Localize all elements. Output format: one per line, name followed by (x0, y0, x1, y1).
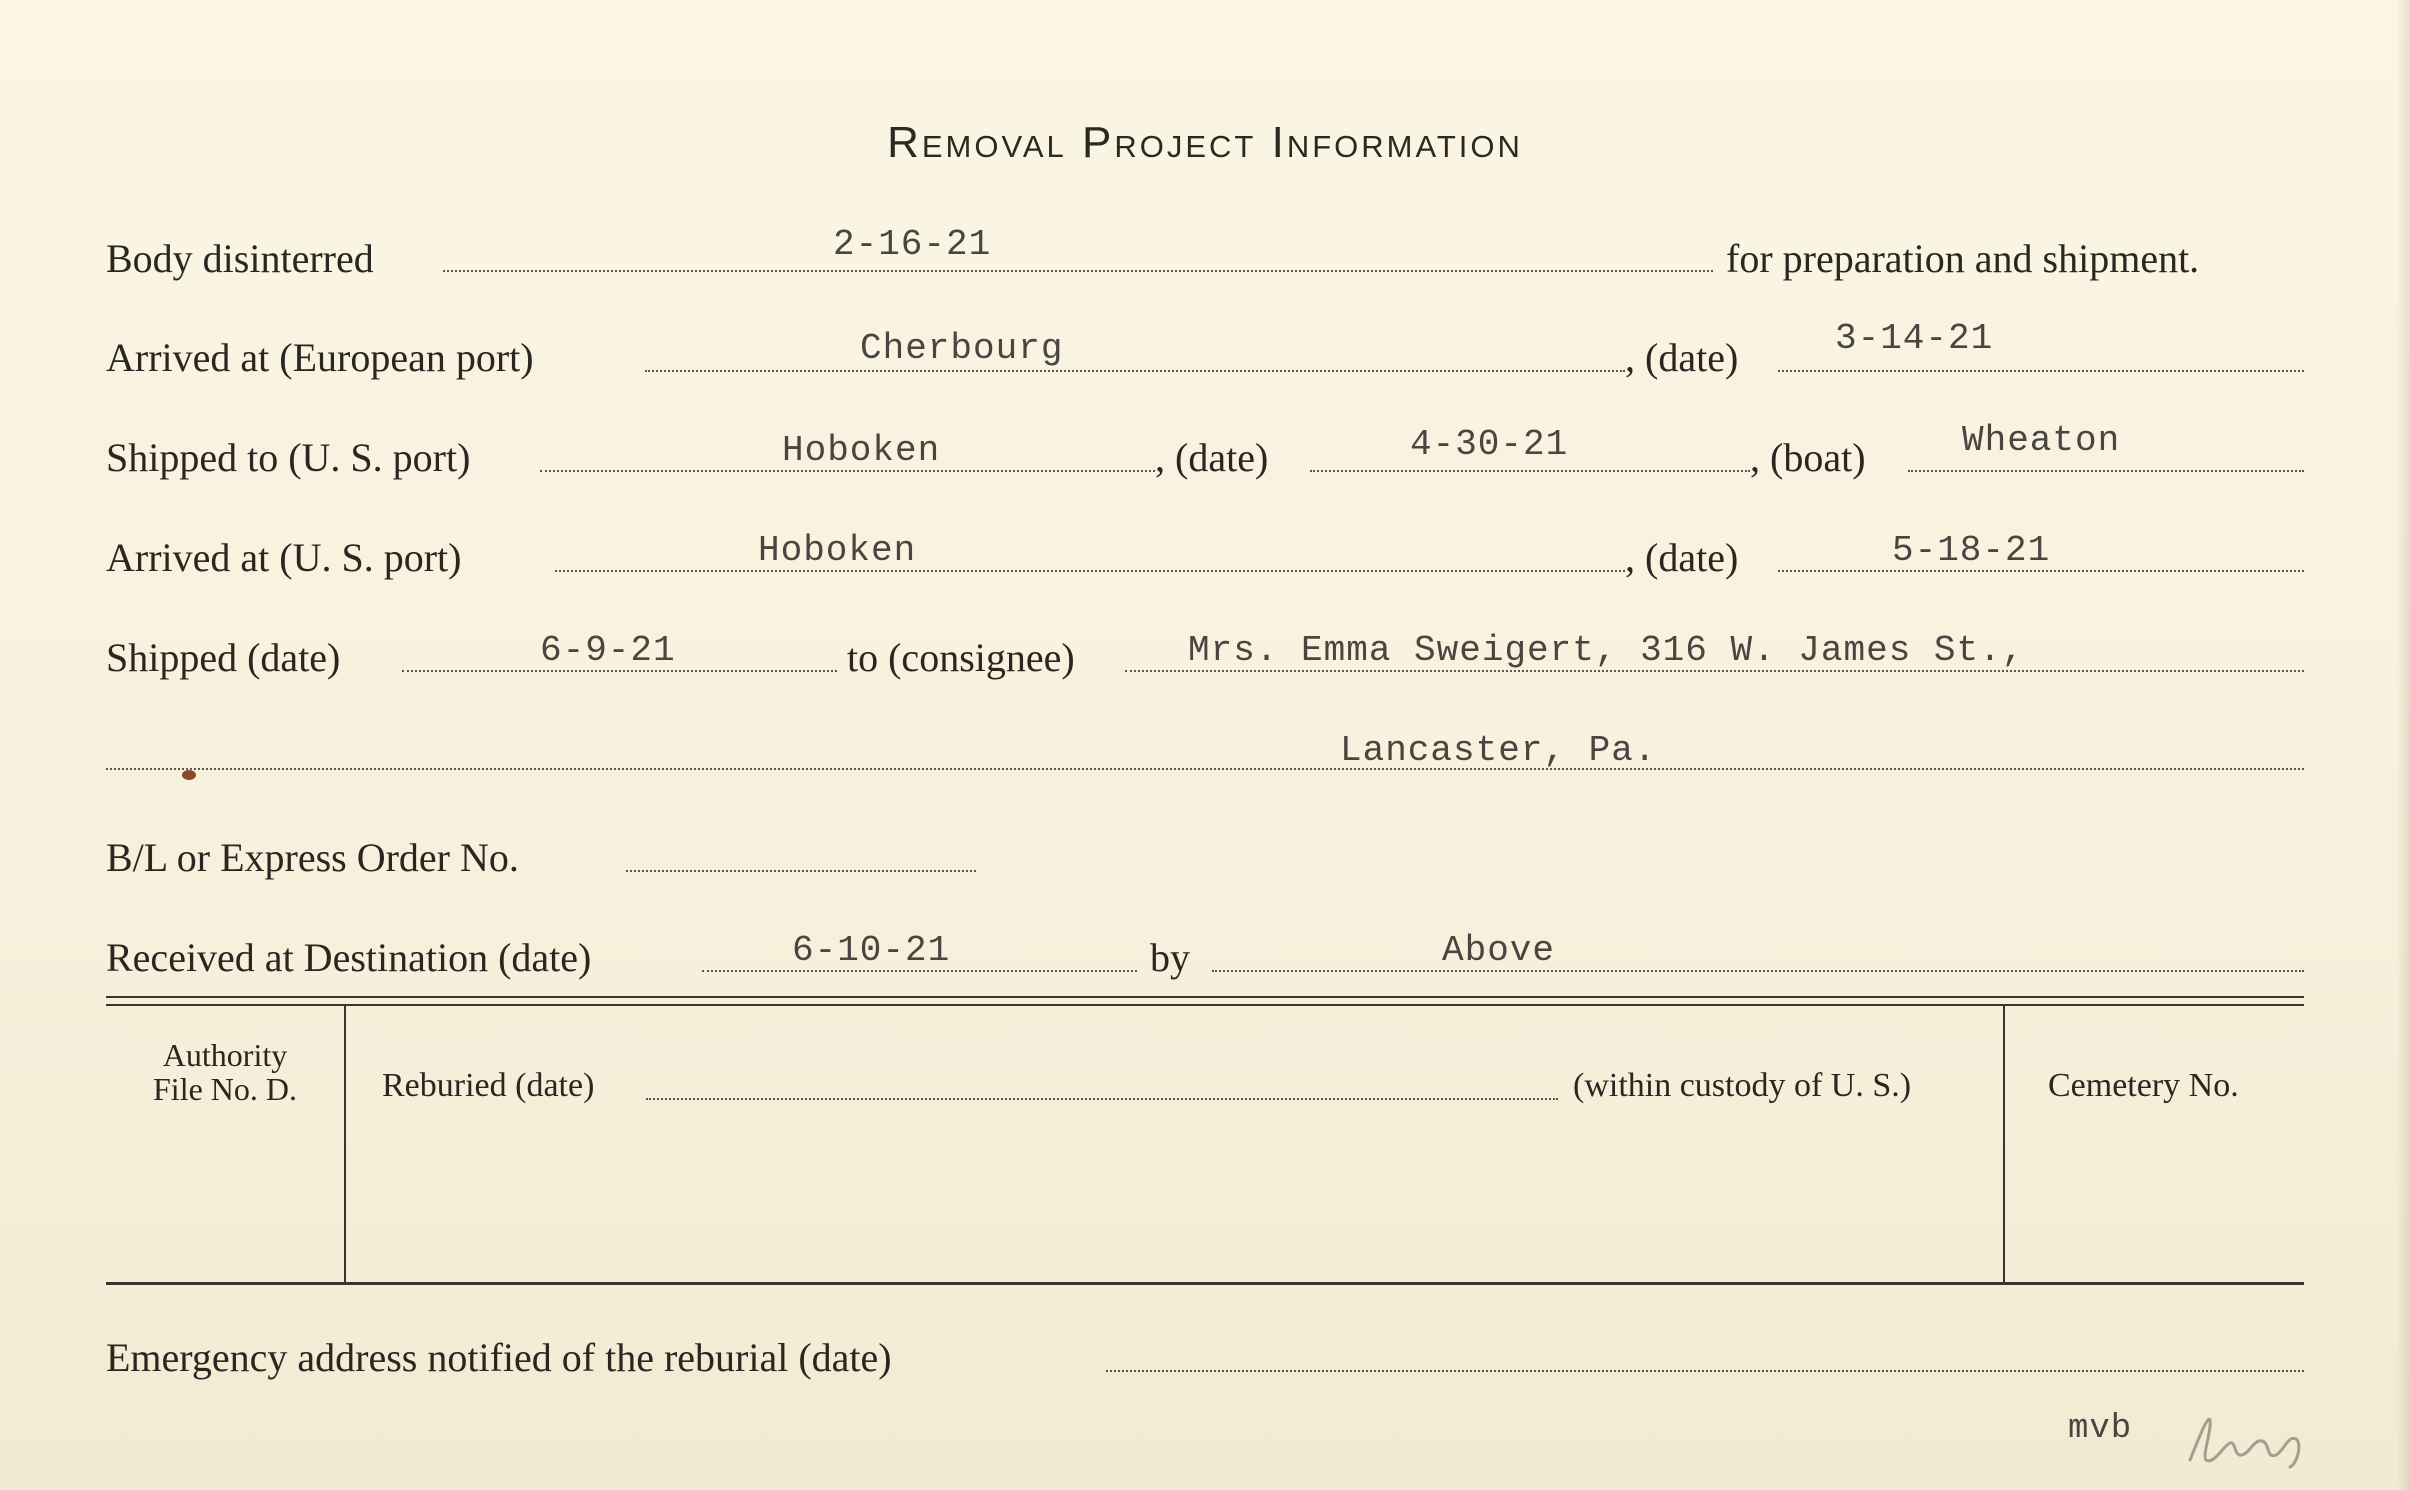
initials: mvb (2068, 1410, 2133, 1448)
received-date: 6-10-21 (792, 930, 951, 971)
table-bottom-rule (106, 1282, 2304, 1285)
card-edge-shadow (2396, 0, 2410, 1490)
received-by-label: by (1150, 935, 1190, 980)
authority-label-1: Authority (162, 1037, 288, 1073)
reburied-line (646, 1098, 1558, 1100)
consignee-line-2 (106, 768, 2304, 770)
shipped-date-label: Shipped (date) (106, 635, 341, 680)
emergency-label: Emergency address notified of the reburial (date) (106, 1335, 892, 1380)
shipped-us-label: Shipped to (U. S. port) (106, 435, 471, 480)
reburied-label: Reburied (date) (382, 1067, 595, 1104)
shipped-us-date-label: , (date) (1155, 435, 1269, 480)
disinterred-line (443, 270, 1713, 272)
consignee-label: to (consignee) (847, 635, 1075, 680)
bl-label: B/L or Express Order No. (106, 835, 519, 880)
received-by-value: Above (1442, 930, 1556, 971)
shipped-us-date: 4-30-21 (1410, 424, 1569, 465)
arrived-us-line (555, 570, 1625, 572)
custody-label: (within custody of U. S.) (1573, 1067, 1912, 1104)
card-title: Removal Project Information (887, 118, 1523, 167)
arrived-us-port: Hoboken (758, 530, 917, 571)
shipped-us-port: Hoboken (782, 430, 941, 471)
consignee-value-2: Lancaster, Pa. (1340, 730, 1657, 771)
cemetery-label: Cemetery No. (2048, 1067, 2239, 1104)
arrived-eu-port: Cherbourg (860, 328, 1064, 369)
received-label: Received at Destination (date) (106, 935, 592, 980)
shipped-us-boat: Wheaton (1962, 420, 2121, 461)
arrived-eu-date-label: , (date) (1625, 335, 1739, 380)
consignee-value: Mrs. Emma Sweigert, 316 W. James St., (1188, 630, 2025, 671)
arrived-us-date-label: , (date) (1625, 535, 1739, 580)
authority-label-2: File No. D. (153, 1071, 297, 1107)
received-by-line (1212, 970, 2304, 972)
arrived-eu-date: 3-14-21 (1835, 318, 1994, 359)
ink-stain (182, 770, 196, 780)
table-divider-left (344, 1006, 346, 1282)
arrived-us-date: 5-18-21 (1892, 530, 2051, 571)
shipped-us-boat-label: , (boat) (1750, 435, 1866, 480)
shipped-date-value: 6-9-21 (540, 630, 676, 671)
table-top-rule (106, 996, 2304, 998)
arrived-us-label: Arrived at (U. S. port) (106, 535, 462, 580)
emergency-line (1106, 1370, 2304, 1372)
disinterred-value: 2-16-21 (833, 224, 992, 265)
bl-line (626, 870, 976, 872)
pencil-signature-mark (2180, 1405, 2320, 1475)
shipped-us-boat-line (1908, 470, 2304, 472)
table-top-rule-2 (106, 1004, 2304, 1006)
arrived-eu-line (645, 370, 1625, 372)
arrived-eu-date-line (1778, 370, 2304, 372)
arrived-eu-label: Arrived at (European port) (106, 335, 534, 380)
disinterred-suffix: for preparation and shipment. (1726, 236, 2200, 281)
shipped-us-date-line (1310, 470, 1750, 472)
disinterred-label: Body disinterred (106, 236, 374, 281)
table-divider-right (2003, 1006, 2005, 1282)
